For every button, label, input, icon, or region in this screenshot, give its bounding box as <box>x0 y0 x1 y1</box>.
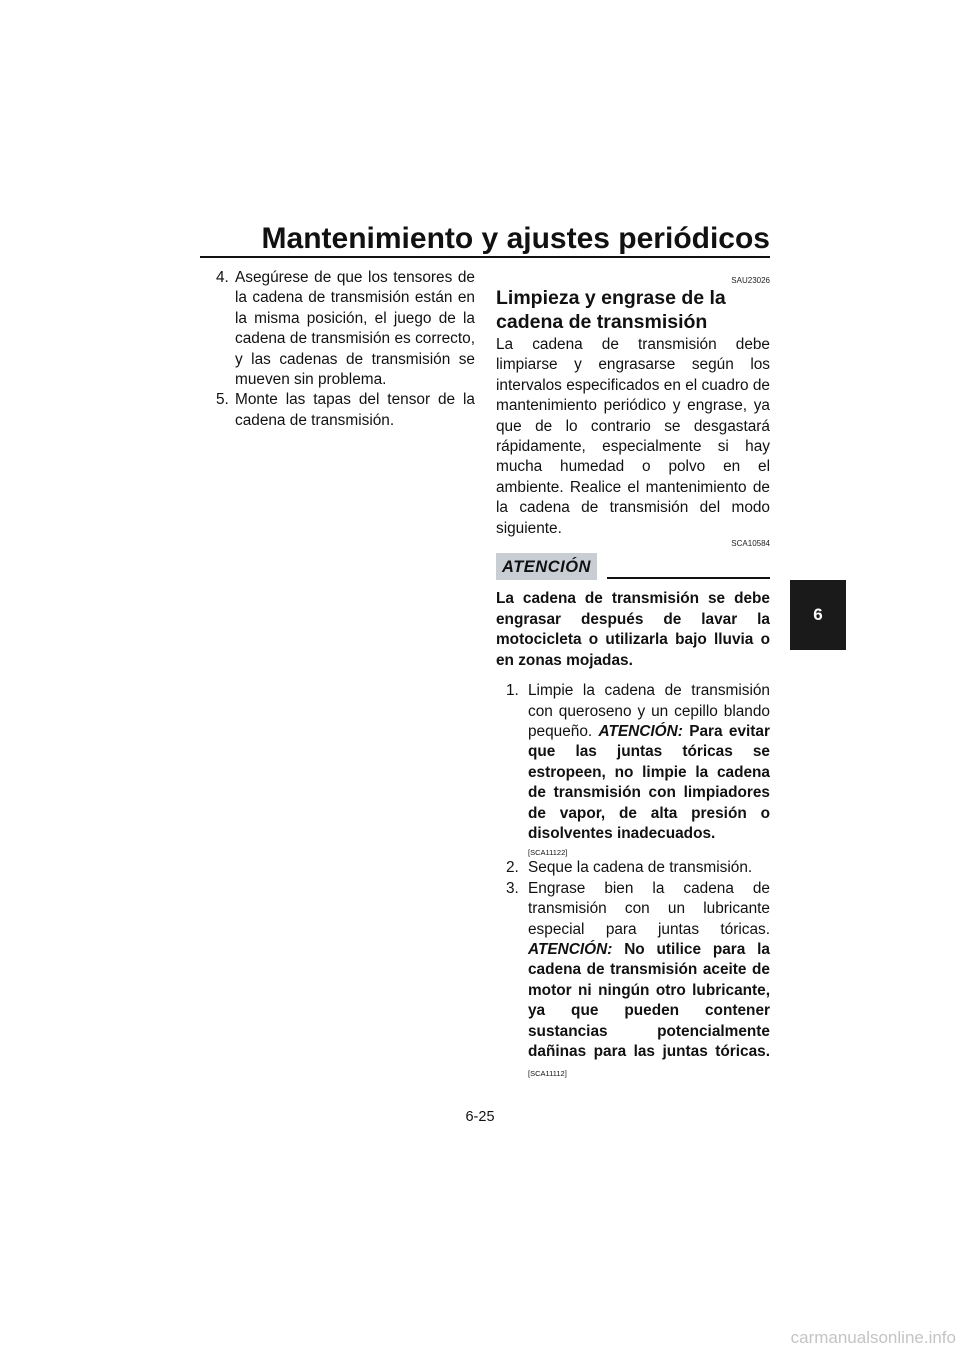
step-number: 5. <box>216 391 229 409</box>
step-text: Engrase bien la cadena de transmisión con un lubricante especial para juntas tóricas. <box>528 879 770 938</box>
left-column <box>216 268 475 431</box>
step-body <box>528 879 770 1085</box>
caution-ref: [SCA11112] <box>528 1069 567 1079</box>
caution-text: La cadena de transmisión se debe engrasar después de lavar la motocicleta o utilizarla bajo lluvia o en zonas mojadas. <box>496 590 770 669</box>
step-body <box>528 681 770 858</box>
caution-header <box>496 553 770 580</box>
step-number: 2. <box>506 859 519 877</box>
page-header-title: Mantenimiento y ajustes periódicos <box>261 222 770 255</box>
step-number: 3. <box>506 879 519 897</box>
inline-caution-text: Para evitar que las juntas tóricas se estropeen, no limpie la cadena de transmisión con limpiadores de vapor, de alta presión o disolventes inadecuados. <box>528 722 770 842</box>
step-text: Asegúrese de que los tensores de la cadena de transmisión están en la misma posición, el juego de la cadena de transmisión es correcto, y las cadenas de transmisión se mueven sin problema. <box>235 269 475 389</box>
caution-ref: [SCA11122] <box>528 848 568 858</box>
page-number: 6-25 <box>465 1109 495 1125</box>
inline-caution-label: ATENCIÓN: <box>598 722 683 740</box>
chapter-tab: 6 <box>790 580 846 650</box>
section-title: Limpieza y engrase de la cadena de transmisión <box>496 287 726 333</box>
caution-label: ATENCIÓN <box>496 553 597 580</box>
step-2 <box>506 858 770 878</box>
step-text: Seque la cadena de transmisión. <box>528 859 753 877</box>
step-text: Monte las tapas del tensor de la cadena de transmisión. <box>235 391 475 429</box>
section-intro: La cadena de transmisión debe limpiarse y engrasarse según los intervalos especificados en el cuadro de mantenimiento periódico y engrase, ya que de lo contrario se desgastará rápidamente, especialmente si hay mucha humedad o polvo en el ambiente. Realice el mantenimiento de la cadena de transmisión del modo siguiente. <box>496 336 770 537</box>
cleaning-steps <box>506 681 770 1085</box>
right-column <box>496 276 770 1085</box>
step-number: 1. <box>506 682 519 700</box>
watermark: carmanualsonline.info <box>790 1328 956 1347</box>
caution-code: SCA10584 <box>731 539 770 549</box>
step-1 <box>506 681 770 858</box>
inline-caution-text: No utilice para la cadena de transmisión aceite de motor ni ningún otro lubricante, ya que pueden contener sustancias potencialmente dañinas para las juntas tóricas. <box>528 940 770 1060</box>
step-3 <box>506 879 770 1085</box>
step-number: 4. <box>216 269 229 286</box>
header-rule <box>200 256 770 258</box>
step-4 <box>216 268 475 390</box>
inline-caution-label: ATENCIÓN: <box>528 940 613 958</box>
section-code: SAU23026 <box>731 276 770 285</box>
caution-rule <box>607 577 770 579</box>
step-5 <box>216 390 475 431</box>
step-text: Limpie la cadena de transmisión con queroseno y un cepillo blando pequeño. <box>528 682 770 740</box>
